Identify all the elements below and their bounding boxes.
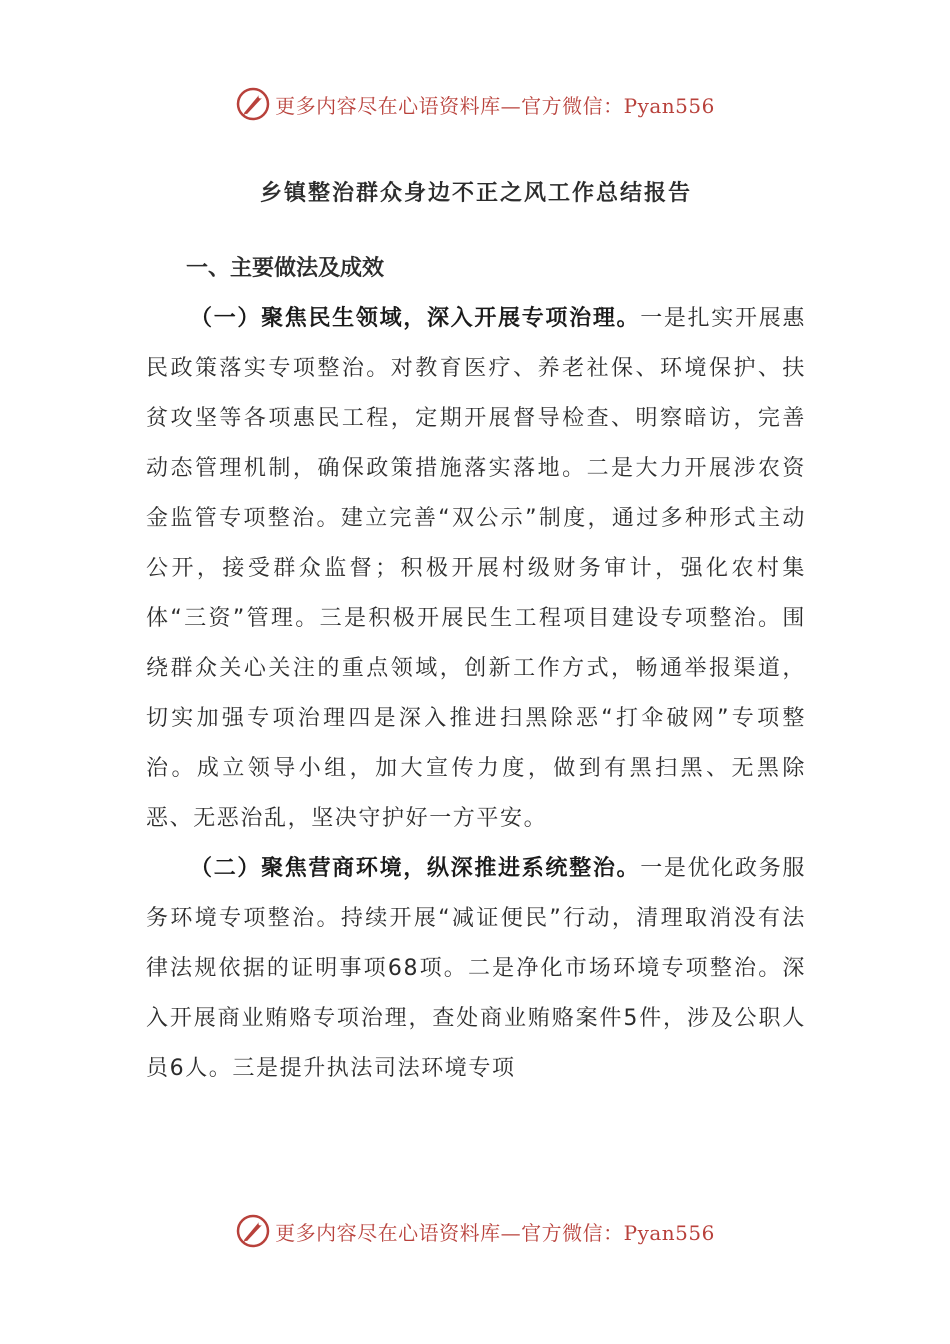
paragraph-body: 一是优化政务服务环境专项整治。持续开展“减证便民”行动，清理取消没有法律法规依据的证明事项68项。二是净化市场环境专项整治。深入开展商业贿赂专项治理，查处商业贿赂案件5件，涉及公职人员6人。三是提升执法司法环境专项 [146, 856, 806, 1081]
paragraph-2 [146, 844, 806, 1094]
quill-pen-logo-icon [235, 86, 271, 122]
document-body [146, 170, 806, 1094]
watermark-banner-top [0, 84, 950, 124]
quill-pen-logo-icon [235, 1213, 271, 1249]
document-title: 乡镇整治群众身边不正之风工作总结报告 [259, 181, 692, 206]
watermark-banner-bottom [0, 1211, 950, 1251]
watermark-text: 更多内容尽在心语资料库—官方微信：Pyan556 [275, 93, 715, 118]
watermark-text: 更多内容尽在心语资料库—官方微信：Pyan556 [275, 1220, 715, 1245]
paragraph-lead: （一）聚焦民生领域，深入开展专项治理。 [190, 306, 641, 331]
paragraph-1 [146, 294, 806, 844]
section-heading: 一、主要做法及成效 [186, 256, 385, 281]
paragraph-lead: （二）聚焦营商环境，纵深推进系统整治。 [190, 856, 641, 881]
paragraph-body: 一是扎实开展惠民政策落实专项整治。对教育医疗、养老社保、环境保护、扶贫攻坚等各项惠民工程，定期开展督导检查、明察暗访，完善动态管理机制，确保政策措施落实落地。二是大力开展涉农资金监管专项整治。建立完善“双公示”制度，通过多种形式主动公开，接受群众监督；积极开展村级财务审计，强化农村集体“三资”管理。三是积极开展民生工程项目建设专项整治。围绕群众关心关注的重点领域，创新工作方式，畅通举报渠道，切实加强专项治理四是深入推进扫黑除恶“打伞破网”专项整治。成立领导小组，加大宣传力度，做到有黑扫黑、无黑除恶、无恶治乱，坚决守护好一方平安。 [146, 306, 806, 831]
